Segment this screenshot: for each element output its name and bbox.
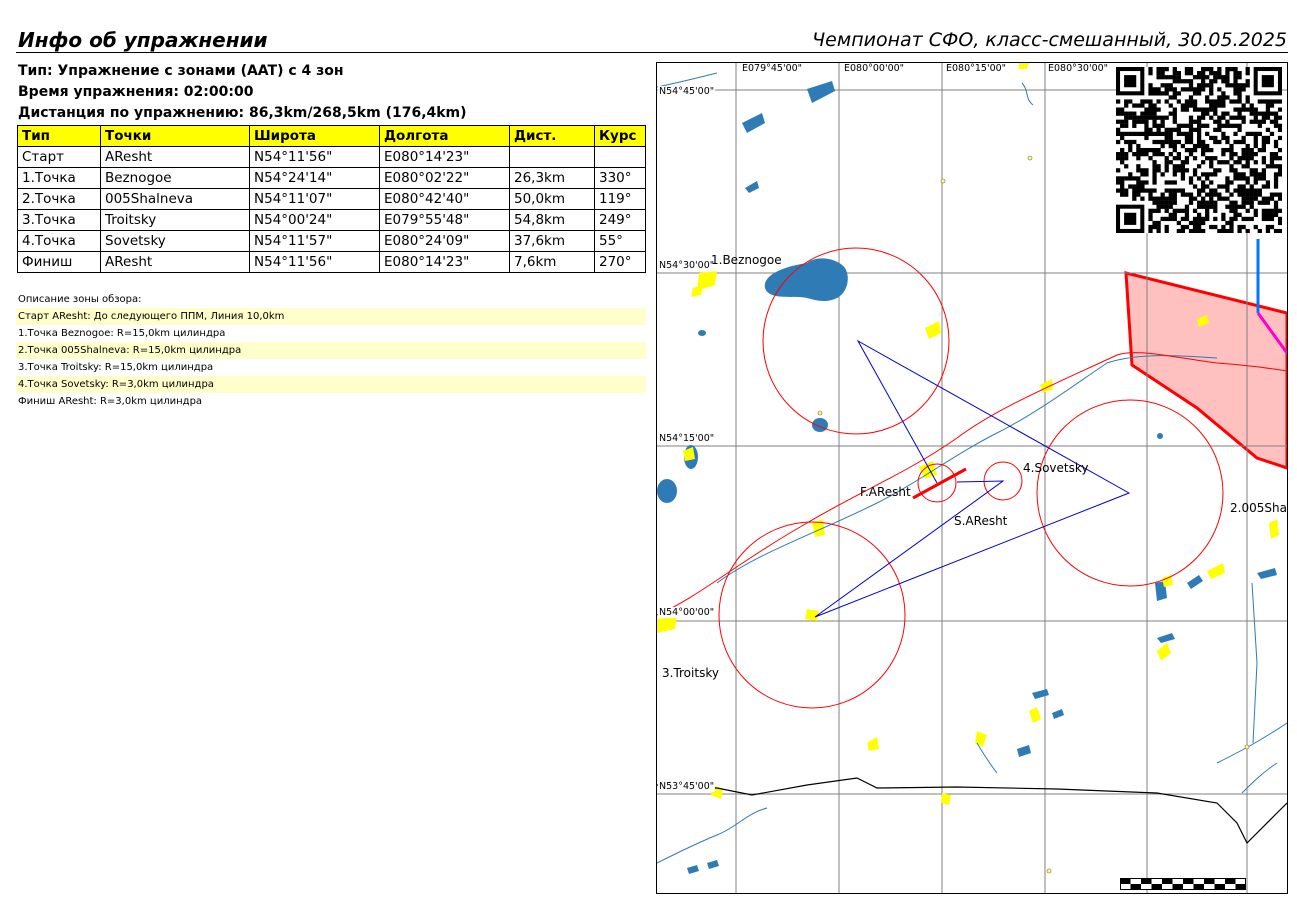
lat-label: N54°30'00" <box>659 260 715 271</box>
table-cell: 2.Точка <box>18 189 101 210</box>
column-header: Тип <box>18 126 101 147</box>
table-cell: 1.Точка <box>18 168 101 189</box>
table-cell: N54°11'57" <box>250 231 380 252</box>
table-cell: N54°24'14" <box>250 168 380 189</box>
lon-label: E079°45'00" <box>742 63 803 74</box>
waypoint-label-finish: F.AResht <box>860 485 911 499</box>
table-cell: 26,3km <box>510 168 595 189</box>
zone-line: 1.Точка Beznogoe: R=15,0km цилиндра <box>18 328 226 339</box>
table-cell: 37,6km <box>510 231 595 252</box>
waypoint-label-start: S.AResht <box>954 514 1008 528</box>
waypoint-label-troitsky: 3.Troitsky <box>662 666 719 680</box>
table-cell: 119° <box>595 189 646 210</box>
table-cell: E079°55'48" <box>380 210 510 231</box>
waypoint-label-shalneva: 2.005Sha <box>1230 501 1287 515</box>
zone-line: 2.Точка 005Shalneva: R=15,0km цилиндра <box>16 342 646 359</box>
table-row <box>18 147 646 168</box>
table-cell: Старт <box>18 147 101 168</box>
table-cell: N54°11'56" <box>250 147 380 168</box>
table-row <box>18 231 646 252</box>
column-header: Точки <box>101 126 250 147</box>
table-cell: E080°24'09" <box>380 231 510 252</box>
table-cell: 50,0km <box>510 189 595 210</box>
waypoint-markers <box>818 156 1249 873</box>
table-cell: 4.Точка <box>18 231 101 252</box>
header-divider <box>16 52 1288 53</box>
lat-label: N54°15'00" <box>659 433 715 444</box>
table-cell: Sovetsky <box>101 231 250 252</box>
table-cell: 54,8km <box>510 210 595 231</box>
table-cell: 3.Точка <box>18 210 101 231</box>
task-map[interactable] <box>656 62 1288 894</box>
scale-bar <box>1120 878 1158 889</box>
table-cell: Финиш <box>18 252 101 273</box>
table-cell: E080°14'23" <box>380 252 510 273</box>
table-cell: N54°11'56" <box>250 252 380 273</box>
page-title: Инфо об упражнении <box>18 28 268 52</box>
table-header-row <box>18 126 646 147</box>
table-cell: 270° <box>595 252 646 273</box>
zone-line: Финиш AResht: R=3,0km цилиндра <box>18 396 203 407</box>
table-cell: E080°42'40" <box>380 189 510 210</box>
table-cell: AResht <box>101 252 250 273</box>
lon-label: E080°30'00" <box>1048 63 1109 74</box>
zone-line: 4.Точка Sovetsky: R=3,0km цилиндра <box>16 376 646 393</box>
task-distance: Дистанция по упражнению: 86,3km/268,5km (176,4km) <box>18 105 467 121</box>
table-cell: 7,6km <box>510 252 595 273</box>
lat-label: N54°00'00" <box>659 607 715 618</box>
table-cell: E080°02'22" <box>380 168 510 189</box>
lat-label: N54°45'00" <box>659 86 715 97</box>
zone-description-title: Описание зоны обзора: <box>18 294 142 305</box>
table-row <box>18 189 646 210</box>
table-cell: Beznogoe <box>101 168 250 189</box>
table-row <box>18 210 646 231</box>
zone-line: Старт AResht: До следующего ППМ, Линия 10,0km <box>16 308 646 325</box>
task-time: Время упражнения: 02:00:00 <box>18 84 254 100</box>
table-row <box>18 168 646 189</box>
lat-label: N53°45'00" <box>659 781 715 792</box>
lon-label: E080°15'00" <box>946 63 1007 74</box>
zone-line: 3.Точка Troitsky: R=15,0km цилиндра <box>18 362 214 373</box>
table-cell: AResht <box>101 147 250 168</box>
column-header: Широта <box>250 126 380 147</box>
qr-code-image <box>1116 67 1282 233</box>
table-cell: N54°11'07" <box>250 189 380 210</box>
column-header: Долгота <box>380 126 510 147</box>
table-cell: 330° <box>595 168 646 189</box>
table-cell <box>510 147 595 168</box>
region-border <box>657 778 1287 843</box>
lon-label: E080°00'00" <box>844 63 905 74</box>
table-cell: N54°00'24" <box>250 210 380 231</box>
table-cell: E080°14'23" <box>380 147 510 168</box>
qr-code <box>1116 67 1282 233</box>
task-type: Тип: Упражнение с зонами (AAT) с 4 зон <box>18 63 344 79</box>
table-cell: 249° <box>595 210 646 231</box>
table-row <box>18 252 646 273</box>
turnpoint-table <box>17 125 646 273</box>
airspace-zone <box>1126 273 1287 468</box>
waypoint-label-sovetsky: 4.Sovetsky <box>1023 461 1089 475</box>
column-header: Дист. <box>510 126 595 147</box>
scale-bar-graphic <box>1120 878 1246 890</box>
waypoint-label-beznogoe: 1.Beznogoe <box>711 253 782 267</box>
table-cell: 005Shalneva <box>101 189 250 210</box>
table-cell: Troitsky <box>101 210 250 231</box>
table-cell <box>595 147 646 168</box>
event-title: Чемпионат СФО, класс-смешанный, 30.05.2025 <box>812 29 1287 51</box>
column-header: Курс <box>595 126 646 147</box>
task-route <box>815 341 1129 617</box>
table-cell: 55° <box>595 231 646 252</box>
zone-description <box>16 291 646 410</box>
